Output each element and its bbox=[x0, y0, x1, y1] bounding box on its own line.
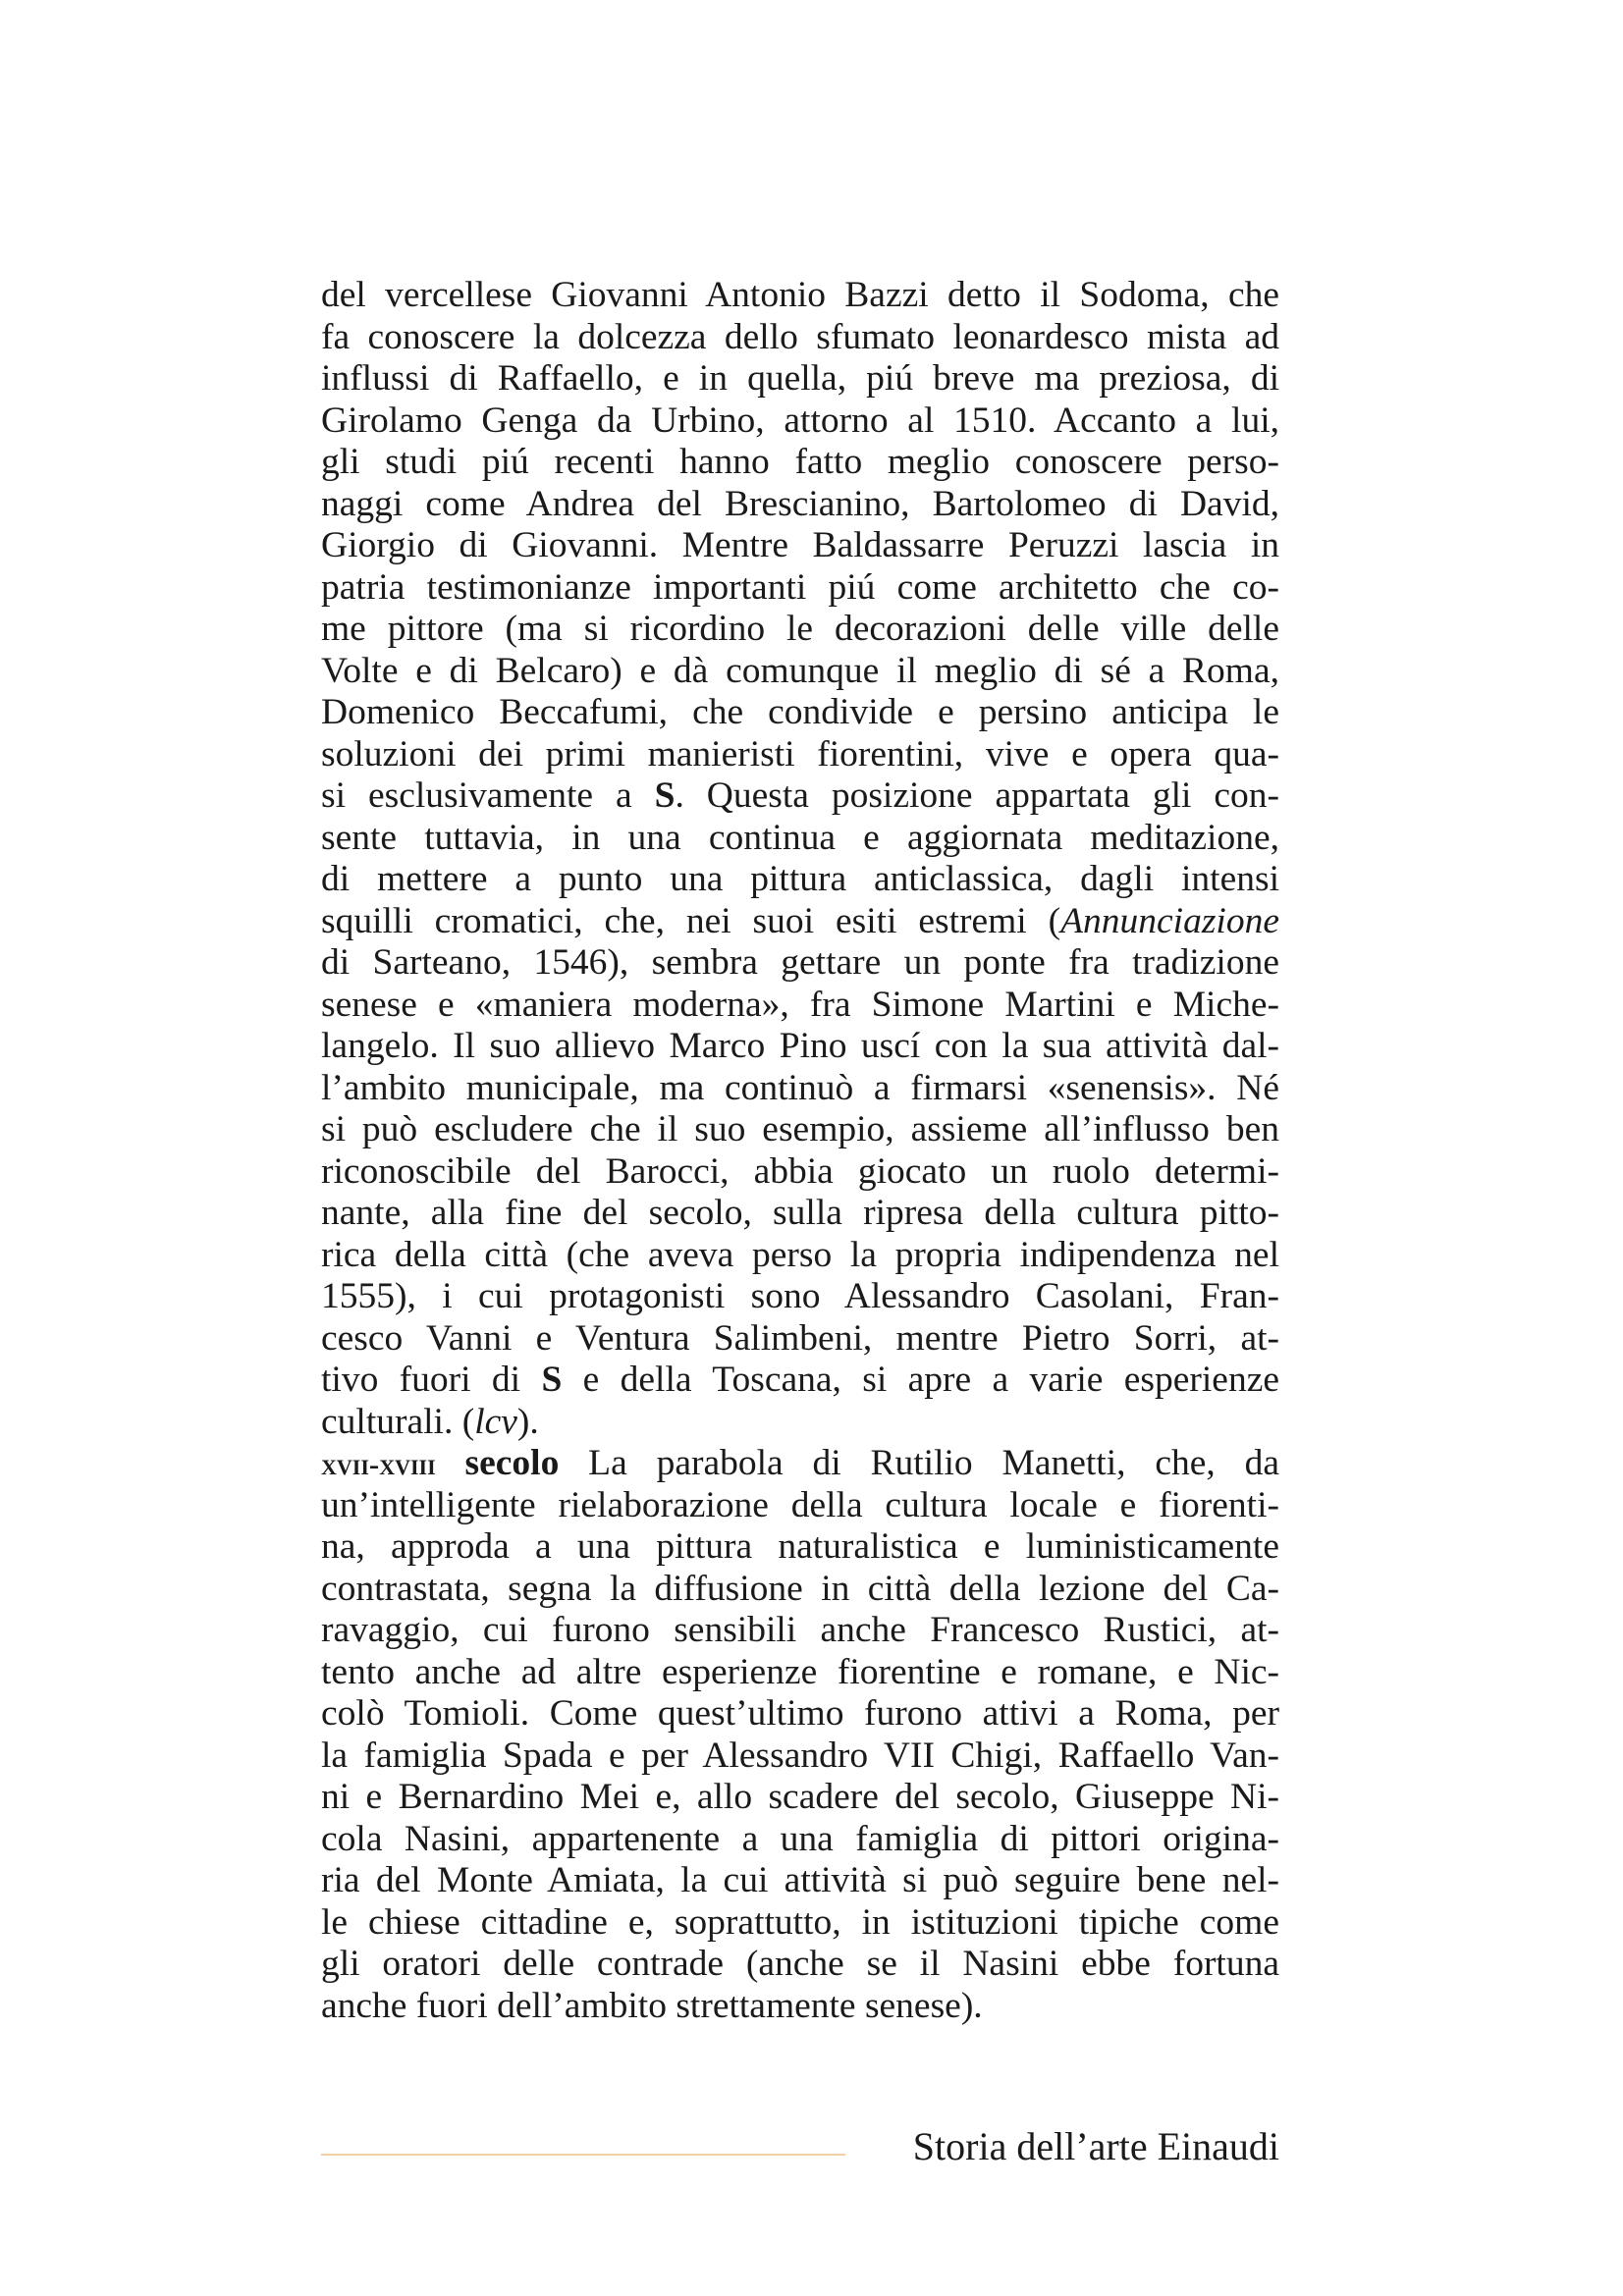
text-line: naggi come Andrea del Brescianino, Bartolomeo di David, bbox=[321, 483, 1279, 524]
author-initials: lcv bbox=[474, 1401, 517, 1442]
text-line: anche fuori dell’ambito strettamente senese). bbox=[321, 1985, 983, 2026]
text-line: Volte e di Belcaro) e dà comunque il meglio di sé a Roma, bbox=[321, 650, 1279, 691]
text-line: influssi di Raffaello, e in quella, piú breve ma preziosa, di bbox=[321, 358, 1279, 399]
city-abbreviation: S bbox=[654, 775, 676, 816]
text-line: di mettere a punto una pittura anticlassica, dagli intensi bbox=[321, 859, 1279, 899]
text-line: soluzioni dei primi manieristi fiorentini, vive e opera qua- bbox=[321, 733, 1279, 774]
text-line: ni e Bernardino Mei e, allo scadere del secolo, Giuseppe Ni- bbox=[321, 1777, 1279, 1817]
text-line: gli studi piú recenti hanno fatto meglio conoscere perso- bbox=[321, 442, 1279, 482]
text-line: ravaggio, cui furono sensibili anche Francesco Rustici, at- bbox=[321, 1610, 1279, 1650]
city-abbreviation: S bbox=[541, 1360, 563, 1400]
text-line: le chiese cittadine e, soprattutto, in istituzioni tipiche come bbox=[321, 1901, 1279, 1943]
footer-title: Storia dell’arte Einaudi bbox=[912, 2124, 1279, 2168]
text-line: fa conoscere la dolcezza dello sfumato leonardesco mista ad bbox=[321, 316, 1279, 357]
text-line: na, approda a una pittura naturalistica e luministicamente bbox=[321, 1526, 1279, 1567]
text-run: tivo fuori di bbox=[321, 1360, 542, 1400]
section-heading-label: secolo bbox=[464, 1443, 560, 1483]
text-line: del vercellese Giovanni Antonio Bazzi detto il Sodoma, che bbox=[321, 275, 1279, 315]
text-line: di Sarteano, 1546), sembra gettare un ponte fra tradizione bbox=[321, 942, 1279, 983]
body-text bbox=[321, 275, 1279, 2027]
text-line: senese e «maniera moderna», fra Simone Martini e Miche- bbox=[321, 984, 1279, 1025]
text-line: cesco Vanni e Ventura Salimbeni, mentre Pietro Sorri, at- bbox=[321, 1317, 1279, 1359]
text-run: . Questa posizione appartata gli con- bbox=[675, 775, 1279, 816]
text-line: cola Nasini, appartenente a una famiglia di pittori origina- bbox=[321, 1818, 1279, 1859]
text-line: me pittore (ma si ricordino le decorazioni delle ville delle bbox=[321, 609, 1279, 649]
text-run: squilli cromatici, che, nei suoi esiti estremi ( bbox=[321, 900, 1061, 941]
text-line: tento anche ad altre esperienze fiorentine e romane, e Nic- bbox=[321, 1651, 1279, 1692]
text-line: langelo. Il suo allievo Marco Pino uscí con la sua attività dal- bbox=[321, 1026, 1279, 1066]
text-line: Giorgio di Giovanni. Mentre Baldassarre Peruzzi lascia in bbox=[321, 525, 1279, 565]
text-line bbox=[321, 775, 1279, 818]
text-run: ). bbox=[516, 1401, 539, 1442]
text-line bbox=[321, 1402, 1279, 1444]
text-run: si esclusivamente a bbox=[321, 775, 655, 816]
text-line: patria testimonianze importanti piú come architetto che co- bbox=[321, 566, 1279, 608]
text-line: gli oratori delle contrade (anche se il Nasini ebbe fortuna bbox=[321, 1944, 1279, 1984]
text-line bbox=[321, 1360, 1279, 1402]
text-run: culturali. ( bbox=[321, 1401, 475, 1442]
text-line: Girolamo Genga da Urbino, attorno al 1510. Accanto a lui, bbox=[321, 400, 1279, 441]
text-line: un’intelligente rielaborazione della cultura locale e fiorenti- bbox=[321, 1484, 1279, 1525]
artwork-title: Annunciazione bbox=[1060, 900, 1279, 941]
section-heading-century: xvii-xviii bbox=[321, 1447, 436, 1481]
text-line: ria del Monte Amiata, la cui attività si può seguire bene nel- bbox=[321, 1860, 1279, 1900]
text-line: rica della città (che aveva perso la propria indipendenza nel bbox=[321, 1234, 1279, 1275]
text-line: l’ambito municipale, ma continuò a firmarsi «senensis». Né bbox=[321, 1067, 1279, 1108]
section-heading-line bbox=[321, 1443, 1279, 1485]
text-line bbox=[321, 901, 1279, 943]
text-line: 1555), i cui protagonisti sono Alessandro Casolani, Fran- bbox=[321, 1276, 1279, 1316]
text-line: sente tuttavia, in una continua e aggiornata meditazione, bbox=[321, 817, 1279, 858]
text-line: la famiglia Spada e per Alessandro VII Chigi, Raffaello Van- bbox=[321, 1735, 1279, 1776]
page-footer bbox=[321, 2122, 1279, 2171]
text-run: La parabola di Rutilio Manetti, che, da bbox=[559, 1443, 1279, 1483]
text-line: si può escludere che il suo esempio, assieme all’influsso ben bbox=[321, 1109, 1279, 1149]
text-run: e della Toscana, si apre a varie esperienze bbox=[562, 1360, 1279, 1400]
text-line: nante, alla fine del secolo, sulla ripresa della cultura pitto- bbox=[321, 1193, 1279, 1233]
footer-rule bbox=[321, 2154, 845, 2156]
text-line: contrastata, segna la diffusione in città della lezione del Ca- bbox=[321, 1568, 1279, 1609]
text-line: riconoscibile del Barocci, abbia giocato un ruolo determi- bbox=[321, 1150, 1279, 1192]
text-line: Domenico Beccafumi, che condivide e persino anticipa le bbox=[321, 692, 1279, 732]
text-line: colò Tomioli. Come quest’ultimo furono attivi a Roma, per bbox=[321, 1693, 1279, 1734]
